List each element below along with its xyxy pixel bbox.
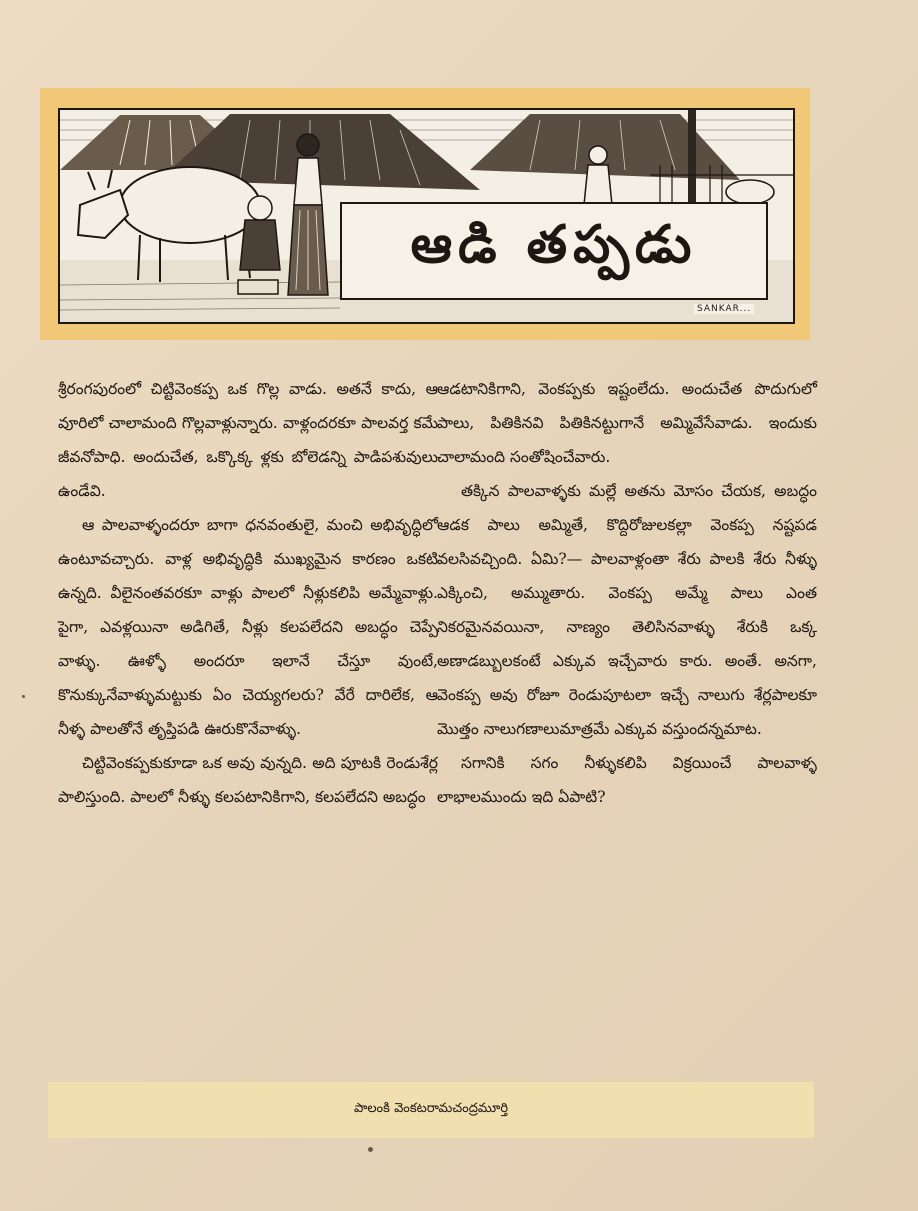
paragraph: ఆ పాలవాళ్ళందరూ బాగా ధనవంతులై, మంచి అభివృద్ధిలో ఉంటూవచ్చారు. వాళ్ల అభివృద్ధికి ముఖ్యమైన కారణం ఒకటి ఉన్నది. వీలైనంతవరకూ వాళ్లు పాలలో నీళ్లుకలిపి అమ్మేవాళ్లు. పైగా, ఎవళ్లయినా అడిగితే, నీళ్లు కలపలేదని అబద్ధం చెప్పే వాళ్ళు. ఊళ్ళో అందరూ ఇలానే చేస్తూ వుంటే, కొనుక్కునేవాళ్ళుమట్టుకు ఏం చెయ్యగలరు? వేరే దారిలేక, ఆ నీళ్ళ పాలతోనే తృప్తిపడి ఊరుకొనేవాళ్ళు. <box>58 516 438 738</box>
story-title-box <box>340 202 768 300</box>
paragraph: ఆడటానికిగాని, వెంకప్పకు ఇష్టంలేదు. అందుచేత పొదుగులో పాలు, పితికినవి పితికినట్టుగానే అమ్మివేసేవాడు. ఇందుకు చాలామంది సంతోషించేవారు. <box>437 380 817 466</box>
print-speck <box>22 695 25 698</box>
text-column-right <box>437 372 817 814</box>
story-title: ఆడి తప్పడు <box>410 214 698 275</box>
author-credit: పాలంకి వెంకటరామచంద్రమూర్తి <box>353 1101 509 1116</box>
paragraph: సగానికి సగం నీళ్ళుకలిపి విక్రయించే పాలవాళ్ళ లాభాలముందు ఇది ఏపాటి? <box>437 754 817 806</box>
print-speck <box>368 1147 373 1152</box>
artist-signature: SANKAR... <box>694 304 754 314</box>
paragraph: చిట్టివెంకప్పకుకూడా ఒక అవు వున్నది. అది పూటకి రెండుశేర్ల పాలిస్తుంది. పాలలో నీళ్ళు కలపటానికిగాని, కలపలేదని అబద్ధం <box>58 754 438 806</box>
paragraph: తక్కిన పాలవాళ్ళకు మల్లే అతను మోసం చేయక, అబద్ధం ఆడక పాలు అమ్మితే, కొద్దిరోజులకల్లా వెంకప్ప నష్టపడ వలసివచ్చింది. ఏమి?— పాలవాళ్లంతా శేరు పాలకి శేరు నీళ్ళు ఎక్కించి, అమ్ముతారు. వెంకప్ప అమ్మే పాలు ఎంత నికరమైనవయినా, నాణ్యం తెలిసినవాళ్ళు శేరుకి ఒక్క అణాడబ్బులకంటే ఎక్కువ ఇచ్చేవారు కారు. అంతే. అనగా, వెంకప్ప అవు రోజూ రెండుపూటలా ఇచ్చే నాలుగు శేర్లపాలకూ మొత్తం నాలుగణాలుమాత్రమే ఎక్కువ వస్తుందన్నమాట. <box>437 482 817 738</box>
text-column-left <box>58 372 438 814</box>
paragraph: శ్రీరంగపురంలో చిట్టివెంకప్ప ఒక గొల్ల వాడు. అతనే కాదు, ఆ వూరిలో చాలామంది గొల్లవాళ్లున్నారు. వాళ్లందరకూ పాలవర్త కమే జీవనోపాధి. అందుచేత, ఒక్కొక్క ళ్లకు బోలెడన్ని పాడిపశువులు ఉండేవి. <box>58 380 438 500</box>
